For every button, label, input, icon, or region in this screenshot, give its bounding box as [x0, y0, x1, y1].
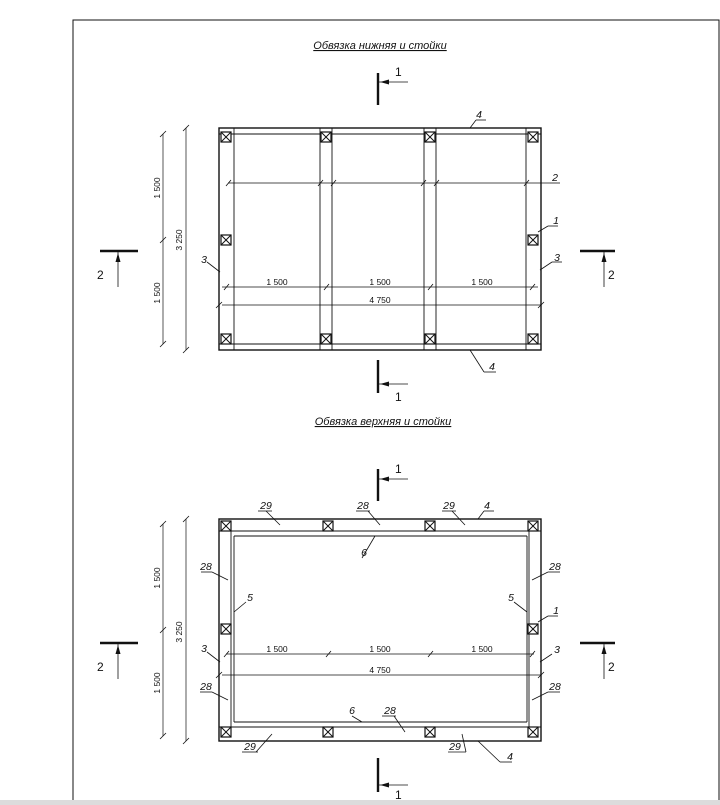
post-icon — [323, 727, 333, 737]
dim-total-height: 3 250 — [174, 229, 184, 251]
label-28-right: 28 — [549, 561, 561, 573]
label-28: 28 — [357, 500, 369, 512]
dim-bay-3: 1 500 — [471, 644, 493, 654]
post-icon — [528, 132, 538, 142]
section-mark-1-bottom: 1 — [395, 788, 402, 800]
dim-v-part-2: 1 500 — [152, 282, 162, 304]
label-29-bottom-right: 29 — [449, 741, 461, 753]
dim-bay-1: 1 500 — [266, 644, 288, 654]
dim-v-part-1: 1 500 — [152, 177, 162, 199]
dim-v-part-1: 1 500 — [152, 567, 162, 589]
dim-bay-2: 1 500 — [369, 644, 391, 654]
section-mark-2-right: 2 — [608, 268, 615, 282]
label-4: 4 — [484, 500, 490, 512]
section-mark-1-top: 1 — [395, 462, 402, 476]
dim-v-part-2: 1 500 — [152, 672, 162, 694]
label-29: 29 — [443, 500, 455, 512]
label-4-bottom: 4 — [507, 751, 513, 763]
bottom-plan-title: Обвязка верхняя и стойки — [314, 416, 452, 428]
post-icon — [221, 521, 231, 531]
section-mark-2-left: 2 — [97, 660, 104, 674]
label-5-right: 5 — [508, 592, 514, 604]
dim-total-width: 4 750 — [369, 665, 391, 675]
label-28-bottom: 28 — [384, 705, 396, 717]
post-icon — [528, 727, 538, 737]
post-icon — [321, 132, 331, 142]
label-4: 4 — [476, 109, 482, 121]
dim-bay-2: 1 500 — [369, 277, 391, 287]
post-icon — [528, 334, 538, 344]
label-28-left: 28 — [200, 561, 212, 573]
post-icon — [221, 235, 231, 245]
post-icon — [425, 521, 435, 531]
section-mark-2-right: 2 — [608, 660, 615, 674]
post-icon — [425, 132, 435, 142]
post-icon — [321, 334, 331, 344]
label-4-bottom: 4 — [489, 361, 495, 373]
dim-bay-3: 1 500 — [471, 277, 493, 287]
post-icon — [425, 727, 435, 737]
label-1: 1 — [553, 605, 559, 617]
label-5-left: 5 — [247, 592, 253, 604]
post-icon — [425, 334, 435, 344]
label-3-left: 3 — [201, 643, 207, 655]
label-3-left: 3 — [201, 254, 207, 266]
post-icon — [221, 727, 231, 737]
label-28-left-lower: 28 — [200, 681, 212, 693]
label-29: 29 — [260, 500, 272, 512]
dim-total-height: 3 250 — [174, 621, 184, 643]
label-3-right: 3 — [554, 644, 560, 656]
section-mark-1-top: 1 — [395, 65, 402, 79]
post-icon — [528, 521, 538, 531]
dim-total-width: 4 750 — [369, 295, 391, 305]
post-icon — [323, 521, 333, 531]
dim-bay-1: 1 500 — [266, 277, 288, 287]
label-28-right-lower: 28 — [549, 681, 561, 693]
post-icon — [528, 235, 538, 245]
post-icon — [528, 624, 538, 634]
post-icon — [221, 132, 231, 142]
post-icon — [221, 624, 231, 634]
top-plan-title: Обвязка нижняя и стойки — [313, 40, 447, 52]
label-6-bottom: 6 — [349, 705, 355, 717]
section-mark-1-bottom: 1 — [395, 390, 402, 404]
label-29-bottom-left: 29 — [244, 741, 256, 753]
label-2: 2 — [552, 172, 558, 184]
label-3-right: 3 — [554, 252, 560, 264]
label-6: 6 — [361, 547, 367, 559]
post-icon — [221, 334, 231, 344]
section-mark-2-left: 2 — [97, 268, 104, 282]
label-1: 1 — [553, 215, 559, 227]
